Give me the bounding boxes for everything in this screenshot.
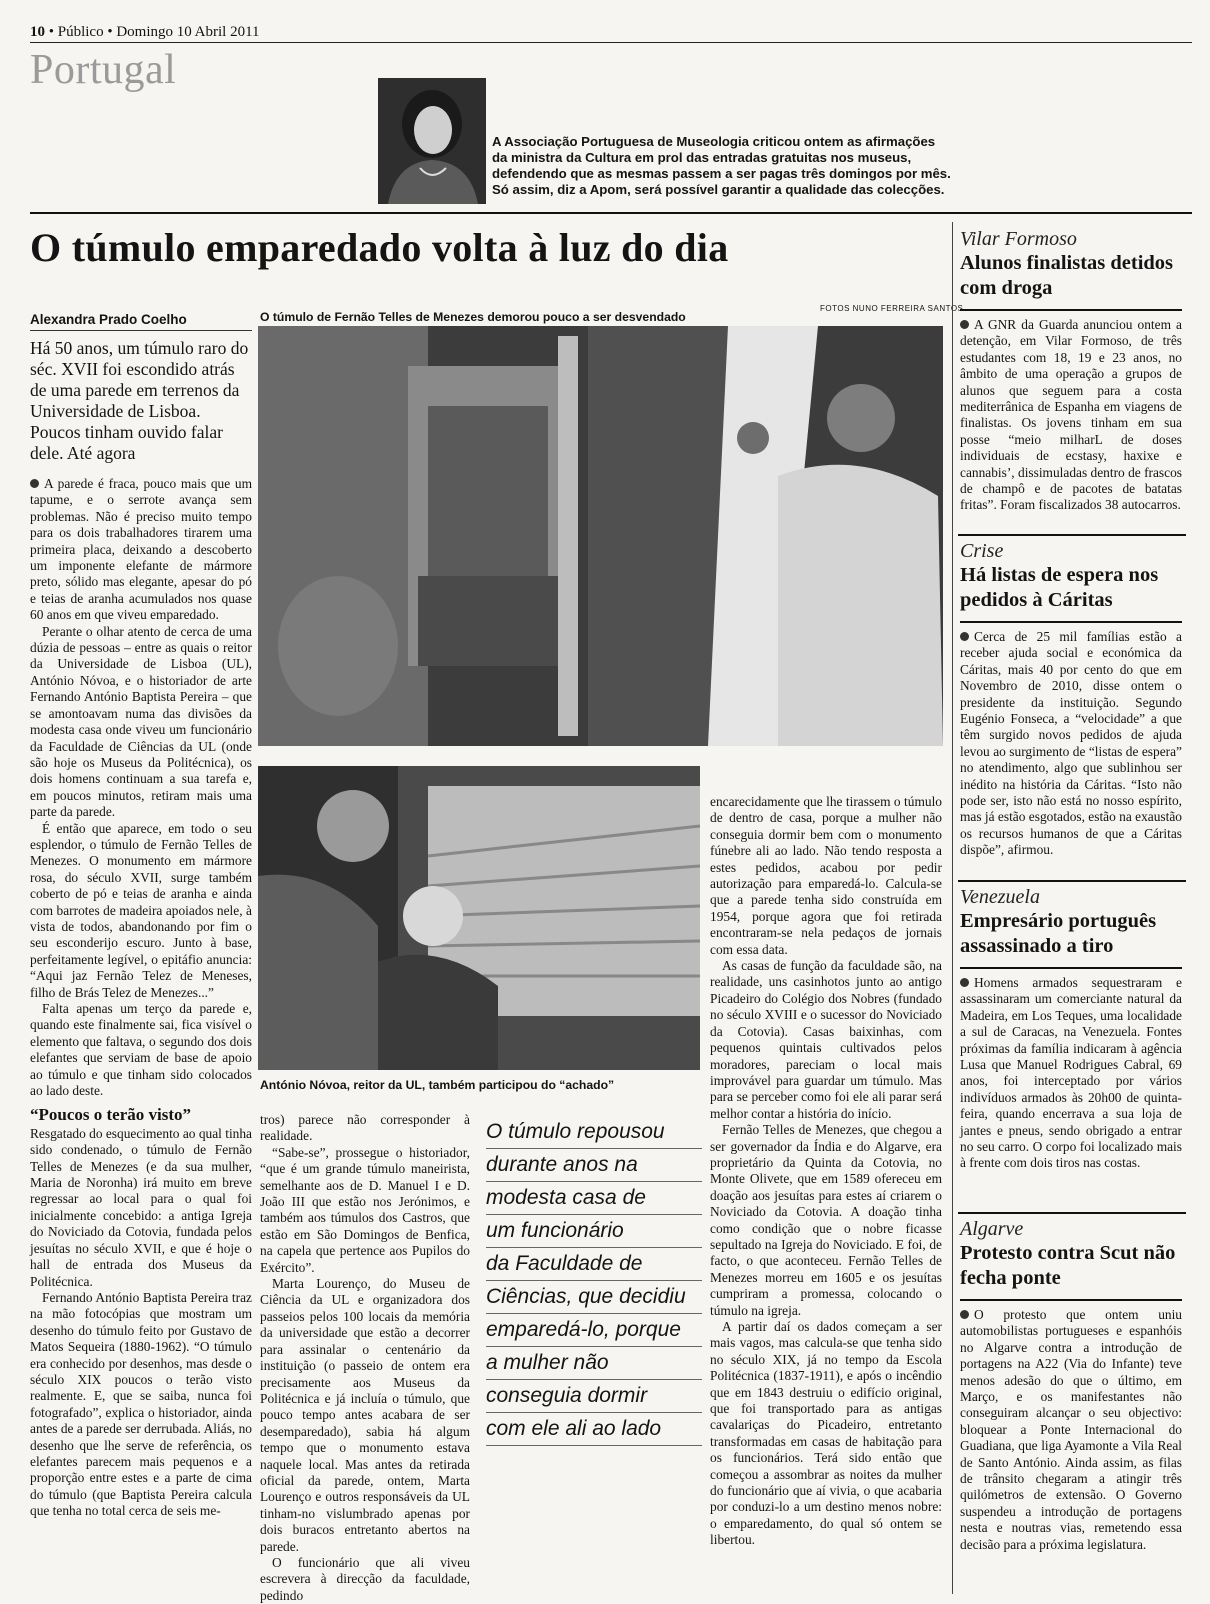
brief-body — [960, 1307, 1182, 1553]
pull-quote-line: emparedá-lo, porque — [486, 1314, 702, 1347]
brief-text: O protesto que ontem uniu automobilistas portugueses e espanhóis no Algarve contra a introdução de portagens na A22 (Via do Infante) teve menos adesão do que o último, em Março, e os manifestantes não conseguiram alcançar o seu objectivo: bloquear a Ponte Internacional do Guadiana, que liga Ayamonte a Vila Real de Santo António. Ainda assim, as filas de trânsito chegaram a atingir três quilómetros de extensão. O Governo suspendeu a introdução de portagens nesta e noutras vias, remetendo essa decisão para a próxima legislatura. — [960, 1307, 1182, 1552]
brief-kicker: Vilar Formoso — [960, 228, 1077, 250]
bullet-icon — [960, 1310, 969, 1319]
bullet-icon — [960, 978, 969, 987]
col1-paragraph-3: É então que aparece, em todo o seu esplendor, o túmulo de Fernão Telles de Menezes. O monumento em mármore rosa, do século XVII, surge também coberto de pó e teias de aranha e ainda com barrotes de madeira apoiados nele, à vista de todos, abandonando por fim o seu esconderijo escuro. Junto à base, perfeitamente legível, o epitáfio anuncia: “Aqui jaz Fernão Telez de Meneses, filho de Brás Telez de Menezes...” — [30, 820, 252, 1000]
brief-text: A GNR da Guarda anunciou ontem a detenção, em Vilar Formoso, de três estudantes com 18, 19 e 23 anos, no âmbito de uma operação a grupos de alunos que seguem para a costa mediterrânica de Espanha em viagens de finalistas. Os jovens tinham em sua posse “meio milharL de doses individuais de ecstasy, haxixe e cannabis’, dissimuladas dentro de frascos de champô e de pacotes de batatas fritas”. Foram fiscalizados 38 autocarros. — [960, 317, 1182, 513]
brief-rule — [960, 1299, 1182, 1301]
pull-quote-line: a mulher não — [486, 1347, 702, 1380]
col3-paragraph-1: encarecidamente que lhe tirassem o túmulo de dentro de casa, porque a mulher não conseguia dormir bem com o monumento fúnebre ali ao lado. Não tendo resposta a estes pedidos, acabou por pedir autorização para emparedá-lo. Calcula-se que a parede tenha sido construída em 1954, porque agora que foi retirada encontraram-se nela pedaços de jornais com essa data. — [710, 794, 942, 957]
col1-paragraph-2: Perante o olhar atento de cerca de uma dúzia de pessoas – entre as quais o reitor da Universidade de Lisboa (UL), António Nóvoa, e o historiador de arte Fernando António Baptista Pereira – que se amontoavam numa das divisões da modesta casa onde viveu um funcionário da Faculdade de Ciências da UL (onde são hoje os Museus da Politécnica), os dois homens continuam a sua tarefa e, em poucos minutos, retiram mais uma parte da parede. — [30, 623, 252, 820]
pull-quote-line: conseguia dormir — [486, 1380, 702, 1413]
section-title: Portugal — [30, 47, 177, 93]
rector-photo — [258, 766, 700, 1070]
brief-body — [960, 975, 1182, 1172]
brief-rule — [960, 621, 1182, 623]
brief-kicker: Crise — [960, 540, 1004, 562]
article-column-2 — [260, 1112, 470, 1603]
col1-paragraph-5: Resgatado do esquecimento ao qual tinha sido condenado, o túmulo de Fernão Telles de Menezes (e da sua mulher, Maria de Noronha) irá muito em breve regressar ao local para o qual foi inicialmente concebido: a antiga Igreja do Noviciado da Cotovia, fundada pelos jesuítas no século XVII, e que é hoje o hall de entrada dos Museus da Politécnica. — [30, 1125, 252, 1289]
brief-venezuela — [960, 886, 1182, 1172]
brief-title: Protesto contra Scut não fecha ponte — [960, 1242, 1176, 1289]
col1-paragraph-1: A parede é fraca, pouco mais que um tapume, e o serrote avança sem problemas. Não é preciso muito tempo para os dois trabalhadores tirarem uma primeira placa, deixando a descoberto um imponente elefante de mármore preto, sólido mas elegante, apesar do pó e teias de aranha acumulados nos quase 60 anos em que viveu emparedado. — [30, 476, 252, 623]
brief-rule — [960, 967, 1182, 969]
article-subhead: “Poucos o terão visto” — [30, 1105, 192, 1125]
photo-credit: FOTOS NUNO FERREIRA SANTOS — [820, 304, 964, 313]
col3-paragraph-2: As casas de função da faculdade são, na realidade, uns casinhotos junto ao antigo Picadeiro do Colégio dos Nobres (fundado no século XVIII e o sucessor do Noviciado da Cotovia). Casas baixinhas, com pequenos quintais cultivados pelos moradores, pareciam o local mais improvável para guardar um túmulo. Mas para se perceber como foi ele ali parar será melhor contar a história do início. — [710, 958, 942, 1121]
col3-paragraph-3: Fernão Telles de Menezes, que chegou a ser governador da Índia e do Algarve, era proprietário da Quinta da Cotovia, no Monte Olivete, que em 1589 ofereceu em doação aos jesuítas para estes aí criarem o Noviciado da Cotovia. A doação tinha como condição que o nobre ficasse sepultado na Igreja do Noviciado. E foi, de facto, o que aconteceu. Fernão Telles de Menezes morreu em 1605 e os jesuítas cumpriram a promessa, colocando o túmulo na igreja. — [710, 1122, 942, 1318]
brief-text: Cerca de 25 mil famílias estão a receber ajuda social e económica da Cáritas, mais 40 por cento do que em Novembro de 2010, disse ontem o presidente da instituição. Segundo Eugénio Fonseca, a “velocidade” a que têm surgido novos pedidos de ajuda levou ao surgimento de “listas de espera” no atendimento, algo que sublinhou ser inédito na história da Cáritas. “Isto não pode ser, isto não está no nosso espírito, mas já estão esgotados, estão na exaustão os recursos humanos de que a Cáritas dispõe”, afirmou. — [960, 629, 1182, 858]
col2-paragraph-2: “Sabe-se”, prossegue o historiador, “que é um grande túmulo maneirista, semelhante aos de D. Manuel I e D. João III que estão nos Jerónimos, e também aos túmulos dos Castros, que estão em São Domingos de Benfica, na capela que pertence aos Pupilos do Exército”. — [260, 1144, 470, 1275]
folio-text: • Público • Domingo 10 Abril 2011 — [48, 24, 260, 40]
bullet-icon — [960, 632, 969, 641]
column-divider — [952, 222, 953, 1594]
pull-quote-line: modesta casa de — [486, 1182, 702, 1215]
pull-quote-line: com ele ali ao lado — [486, 1413, 702, 1446]
brief-rule — [960, 309, 1182, 311]
col3-paragraph-4: A partir daí os dados começam a ser mais vagos, mas calcula-se que tenha sido no século XIX, já no tempo da Escola Politécnica (1837-1911), e após o incêndio que em 1843 destruiu o edifício original, que foi transportado para as antigas cavalariças do Picadeiro, entretanto transformadas em casas de habitação para os funcionários. Terá sido então que começou a assombrar as noites da mulher do funcionário que aí vivia, o que acabaria por conduzi-lo a um destino menos nobre: o emparedamento, do qual só ontem se libertou. — [710, 1319, 942, 1548]
col1-paragraph-6: Fernando António Baptista Pereira traz na mão fotocópias que mostram um desenho do túmulo feito por Gustavo de Matos Sequeira (1880-1962). “O túmulo era conhecido por desenhos, mas desde o século XIX poucos o terão visto realmente. E, que se saiba, nunca foi fotografado”, explica o historiador, ainda antes de a parede ser derrubada. Aliás, no desenho que lhe serve de referência, os elefantes parecem mais pequenos e a proporção entre estes e a parte de cima do túmulo (que Baptista Pereira calcula que tenha no total cerca de seis me- — [30, 1289, 252, 1519]
brief-kicker: Venezuela — [960, 886, 1040, 908]
article-column-1 — [30, 476, 252, 1592]
brief-body — [960, 629, 1182, 859]
article-standfirst: Há 50 anos, um túmulo raro do séc. XVII foi escondido atrás de uma parede em terrenos da Universidade de Lisboa. Poucos tinham ouvido falar dele. Até agora — [30, 338, 249, 463]
brief-crise — [960, 540, 1182, 859]
article-column-3 — [710, 794, 942, 1592]
brief-vilar-formoso — [960, 228, 1182, 514]
pull-quote-line: um funcionário — [486, 1215, 702, 1248]
page-number: 10 — [30, 24, 45, 40]
pull-quote-line: da Faculdade de — [486, 1248, 702, 1281]
pull-quote-line: durante anos na — [486, 1149, 702, 1182]
lead-box-text: A Associação Portuguesa de Museologia criticou ontem as afirmações da ministra da Cultura em prol das entradas gratuitas nos museus, defendendo que as mesmas passem a ser pagas três domingos por mês. Só assim, diz a Apom, será possível garantir a qualidade das colecções. — [492, 134, 951, 197]
brief-title: Há listas de espera nos pedidos à Cáritas — [960, 564, 1159, 611]
pull-quote-line: Ciências, que decidiu — [486, 1281, 702, 1314]
minister-portrait — [378, 78, 486, 204]
top-rule — [30, 42, 1192, 43]
bullet-icon — [30, 479, 39, 488]
col2-paragraph-3: Marta Lourenço, do Museu de Ciência da UL e organizadora dos passeios pelos 100 locais da memória da universidade que estão a decorrer para assinalar o centenário da instituição (o passeio de ontem era precisamente aos Museus da Politécnica e já incluía o túmulo, que pouco tempo antes acabara de ser desemparedado), sabia há algum tempo que o monumento estava naquele local. Mas antes da retirada oficial da parede, ontem, Marta Lourenço e outros responsáveis da UL tinham-no vislumbrado apenas por dois buracos entretanto abertos na parede. — [260, 1276, 470, 1554]
pull-quote-line: O túmulo repousou — [486, 1116, 702, 1149]
article-byline: Alexandra Prado Coelho — [30, 312, 187, 327]
photo1-caption: O túmulo de Fernão Telles de Menezes demorou pouco a ser desvendado — [260, 310, 686, 324]
brief-kicker: Algarve — [960, 1218, 1024, 1240]
col1-paragraph-4: Falta apenas um terço da parede e, quando este finalmente sai, fica visível o elemento que faltava, o segundo dos dois elefantes que serviam de base de apoio ao túmulo e que tinham sido colocados ao lado deste. — [30, 1001, 252, 1099]
tomb-unveiling-photo — [258, 326, 943, 746]
page-folio — [30, 24, 260, 41]
brief-separator — [958, 1212, 1186, 1214]
pull-quote — [486, 1116, 702, 1446]
photo2-caption: António Nóvoa, reitor da UL, também participou do “achado” — [260, 1078, 615, 1092]
brief-algarve — [960, 1218, 1182, 1553]
col2-paragraph-4: O funcionário que ali viveu escrevera à direcção da faculdade, pedindo — [260, 1554, 470, 1603]
brief-text: Homens armados sequestraram e assassinaram um comerciante natural da Madeira, em Los Teques, uma localidade a sul de Caracas, na Venezuela. Fontes próximas da família indicaram à agência Lusa que Manuel Rodrigues Cabral, 69 anos, foi interceptado por vários indivíduos armados às 20h00 de quinta-feira, quando encerrava a sua loja de jantes e pneus, sendo obrigado a entrar no seu carro. O corpo foi localizado mais à frente com dois tiros nas costas. — [960, 975, 1182, 1171]
brief-title: Alunos finalistas detidos com droga — [960, 252, 1174, 299]
header-rule — [30, 212, 1192, 214]
brief-body — [960, 317, 1182, 514]
bullet-icon — [960, 320, 969, 329]
brief-separator — [958, 880, 1186, 882]
byline-rule — [30, 330, 252, 331]
brief-title: Empresário português assassinado a tiro — [960, 910, 1157, 957]
article-headline: O túmulo emparedado volta à luz do dia — [30, 225, 729, 270]
col2-paragraph-1: tros) parece não corresponder à realidade. — [260, 1112, 470, 1144]
brief-separator — [958, 534, 1186, 536]
